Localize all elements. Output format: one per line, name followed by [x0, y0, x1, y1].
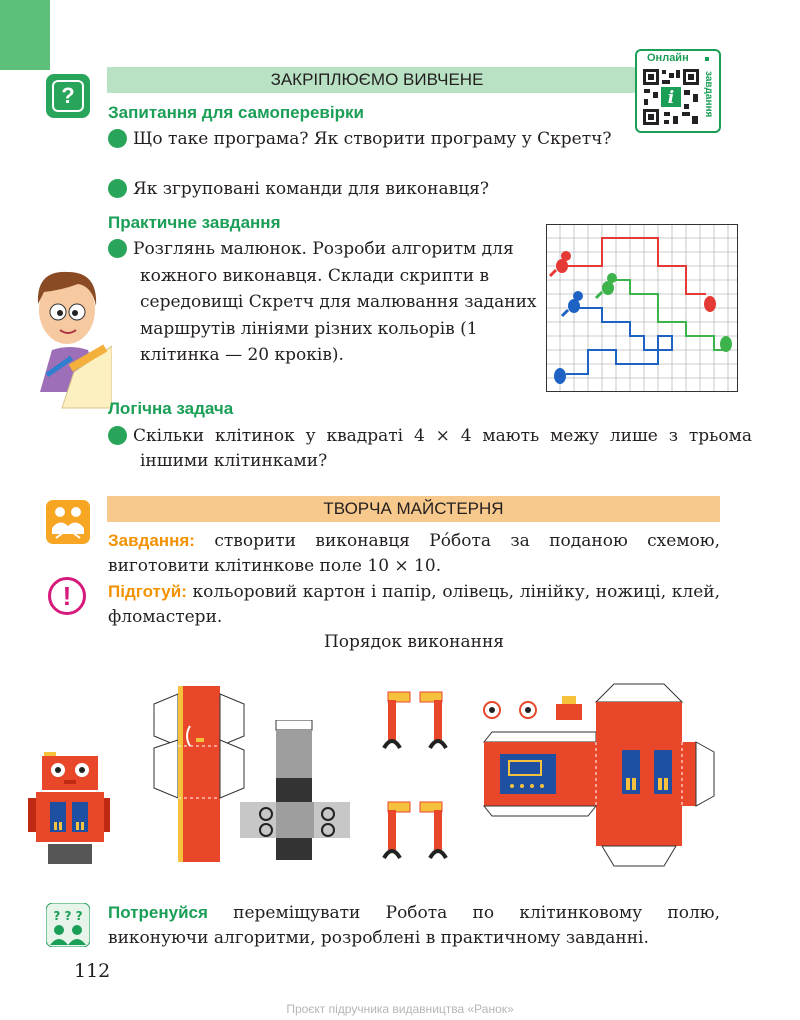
workshop-icon	[46, 500, 90, 544]
robot-head-net-illustration	[470, 682, 720, 868]
section-title-workshop: ТВОРЧА МАЙСТЕРНЯ	[323, 499, 504, 518]
question-1-number: 1	[108, 129, 127, 148]
prepare-text: кольоровий картон і папір, олівець, лінійку, ножиці, клей, фломастери.	[108, 582, 720, 627]
robot-arms-illustration	[380, 690, 450, 860]
practice-icon	[46, 903, 90, 947]
online-label: Онлайн	[647, 52, 689, 64]
question-2-text: Як згруповані команди для виконавця?	[133, 179, 489, 199]
question-3	[97, 236, 560, 369]
practice-label: Потренуйся	[108, 903, 208, 922]
section-title-bar-workshop	[107, 496, 720, 522]
question-4	[97, 424, 752, 474]
page-number: 112	[74, 960, 111, 982]
practice-body: переміщувати Робота по клітинковому полю, виконуючи алгоритми, розроблені в практичному завданні.	[108, 903, 720, 948]
question-4-text: Скільки клітинок у квадраті 4 × 4 мають межу лише з трьома іншими клітинками?	[133, 426, 752, 471]
question-mark: ?	[52, 80, 84, 112]
robot-figure-illustration	[28, 746, 110, 870]
arm-pair-bottom	[384, 802, 446, 858]
exclamation-icon: !	[48, 577, 86, 615]
question-3-number: 3	[108, 239, 127, 258]
boy-with-ruler-illustration	[22, 262, 112, 412]
red-egg-icon	[704, 296, 716, 312]
green-egg-icon	[720, 336, 732, 352]
logic-heading: Логічна задача	[108, 399, 234, 418]
footer-note: Проєкт підручника видавництва «Ранок»	[286, 1002, 514, 1016]
task-label: Завдання:	[108, 531, 195, 550]
svg-text:i: i	[667, 88, 675, 108]
robot-base-net-illustration	[240, 720, 350, 860]
prepare-label: Підготуй:	[108, 582, 187, 601]
chapter-tab	[0, 0, 50, 70]
practical-heading: Практичне завдання	[108, 213, 281, 232]
tasks-vertical-label: завдання	[703, 71, 714, 118]
practice-text	[108, 900, 720, 951]
question-1	[97, 127, 630, 152]
online-dot	[705, 57, 709, 61]
online-tasks-qr[interactable]	[635, 49, 721, 133]
question-2	[97, 177, 700, 202]
self-check-heading: Запитання для самоперевірки	[108, 103, 364, 122]
qr-code-icon	[642, 68, 700, 126]
question-2-number: 2	[108, 179, 127, 198]
workshop-prepare	[108, 579, 720, 630]
blue-egg-icon	[554, 368, 566, 384]
route-grid-illustration	[546, 224, 738, 392]
robot-body-net-illustration	[140, 686, 250, 862]
arm-pair-top	[384, 692, 446, 748]
question-4-number: 4	[108, 426, 127, 445]
section-title: ЗАКРІПЛЮЄМО ВИВЧЕНЕ	[270, 70, 484, 89]
section-title-bar	[107, 67, 647, 93]
workshop-task	[108, 528, 720, 579]
task-text: створити виконавця Рóбота за поданою схемою, виготовити клітинкове поле 10 × 10.	[108, 531, 720, 576]
svg-text:? ? ?: ? ? ?	[53, 909, 83, 923]
question-1-text: Що таке програма? Як створити програму у Скретч?	[133, 129, 612, 149]
question-3-text: Розглянь малюнок. Розроби алгоритм для кожного виконавця. Склади скрипти в середовищі Скретч для малювання заданих маршрутів лініями різних кольорів (1 клітинка — 20 кроків).	[133, 239, 537, 365]
order-heading: Порядок виконання	[323, 632, 504, 652]
question-icon	[46, 74, 90, 118]
